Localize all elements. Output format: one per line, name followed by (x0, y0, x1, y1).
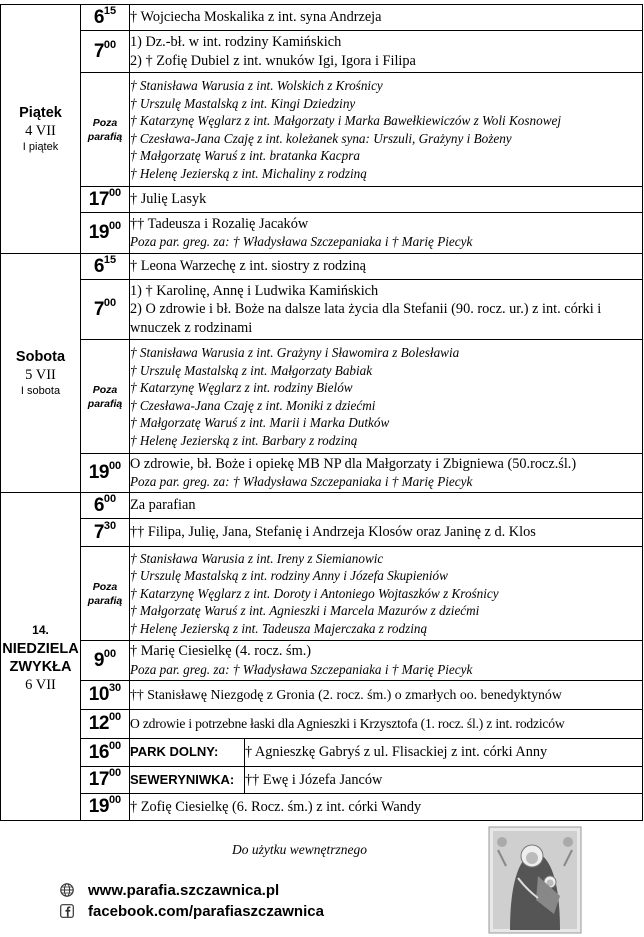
globe-icon (60, 883, 74, 897)
mass-row (1, 213, 643, 254)
mass-row (1, 31, 643, 73)
website-link[interactable] (60, 882, 279, 899)
mass-intention-list: † Stanisława Warusia z int. Grażyny i Sławomira z Bolesławia † Urszulę Mastalską z int. Małgorzaty Babiak † Katarzynę Węglarz z int. rodziny Bielów † Czesława-Jana Czaję z int. Moniki z dziećmi † Małgorzatę Waruś z int. Marii i Marka Dutków † Helenę Jezierską z int. Barbary z rodziną (130, 340, 643, 454)
mass-time: $7^{00}$ (81, 31, 130, 73)
day-name: NIEDZIELA (2, 640, 79, 657)
mass-row (1, 5, 643, 31)
day-note: I piątek (22, 141, 59, 153)
mass-intention: O zdrowie, bł. Boże i opiekę MB NP dla Małgorzaty i Zbigniewa (50.rocz.śl.) Poza par. greg. za: † Władysława Szczepaniaka i † Marię Piecyk (130, 454, 643, 493)
mass-row (1, 454, 643, 493)
mass-time: $6^{15}$ (81, 5, 130, 31)
mass-time: $19^{00}$ (81, 794, 130, 821)
sunday-number: 14. (32, 622, 49, 637)
mass-row (1, 767, 643, 794)
mass-time: $19^{00}$ (81, 454, 130, 493)
day-cell-sunday (1, 493, 81, 821)
mass-place: SEWERYNIWKA: (130, 767, 245, 794)
day-note: I sobota (20, 385, 61, 397)
mass-place: PARK DOLNY: (130, 739, 245, 767)
day-name: Sobota (15, 349, 66, 365)
mass-time: $17^{00}$ (81, 187, 130, 213)
mass-intention: † Zofię Ciesielkę (6. Rocz. śm.) z int. córki Wandy (130, 794, 643, 821)
mass-schedule-table (0, 4, 643, 821)
mass-intention: † Agnieszkę Gabryś z ul. Flisackiej z int. córki Anny (245, 739, 643, 767)
mass-time: $9^{00}$ (81, 641, 130, 681)
mass-intention: †† Ewę i Józefa Janców (245, 767, 643, 794)
mass-time: $19^{00}$ (81, 213, 130, 254)
mass-row (1, 710, 643, 739)
madonna-icon-image (488, 826, 582, 934)
facebook-text: facebook.com/parafiaszczawnica (88, 903, 324, 920)
poza-parafia-label: Poza parafią (81, 547, 130, 641)
mass-intention: O zdrowie i potrzebne łaski dla Agnieszki i Krzysztofa (1. rocz. śl.) z int. rodziców (130, 710, 643, 739)
mass-time: $12^{00}$ (81, 710, 130, 739)
mass-row (1, 681, 643, 710)
day-date: 6 VII (25, 676, 56, 693)
mass-intention: † Wojciecha Moskalika z int. syna Andrzeja (130, 5, 643, 31)
mass-intention: † Marię Ciesielkę (4. rocz. śm.) Poza par. greg. za: † Władysława Szczepaniaka i † Marię Piecyk (130, 641, 643, 681)
mass-intention: † Leona Warzechę z int. siostry z rodziną (130, 254, 643, 280)
facebook-link[interactable] (60, 903, 324, 920)
mass-row (1, 739, 643, 767)
mass-time: $17^{00}$ (81, 767, 130, 794)
day-date: 5 VII (25, 367, 56, 383)
mass-intention: Za parafian (130, 493, 643, 519)
poza-parafia-label: Poza parafią (81, 73, 130, 187)
mass-intention-list: † Stanisława Warusia z int. Ireny z Siemianowic † Urszulę Mastalską z int. rodziny Anny i Józefa Skupieniów † Katarzynę Węglarz z int. Doroty i Antoniego Wojtaszków z Krośnicy † Małgorzatę Waruś z int. Agnieszki i Marcela Mazurów z dziećmi † Helenę Jezierską z int. Tadeusza Majerczaka z rodziną (130, 547, 643, 641)
mass-row (1, 280, 643, 340)
mass-intention: †† Tadeusza i Rozalię Jacaków Poza par. greg. za: † Władysława Szczepaniaka i † Marię Piecyk (130, 213, 643, 254)
day-cell-friday (1, 5, 81, 254)
mass-row-poza (1, 340, 643, 454)
mass-time: $6^{00}$ (81, 493, 130, 519)
mass-row-poza (1, 73, 643, 187)
mass-time: $7^{30}$ (81, 519, 130, 547)
poza-parafia-label: Poza parafią (81, 340, 130, 454)
facebook-icon (60, 904, 74, 918)
mass-time: $7^{00}$ (81, 280, 130, 340)
footer-note: Do użytku wewnętrznego (232, 842, 367, 857)
mass-time: $10^{30}$ (81, 681, 130, 710)
mass-intention-list: † Stanisława Warusia z int. Wolskich z Krośnicy † Urszulę Mastalską z int. Kingi Dziedziny † Katarzynę Węglarz z int. Małgorzaty i Marka Bawełkiewiczów z Woli Kosnowej † Czesława-Jana Czaję z int. koleżanek syna: Urszuli, Grażyny i Bożeny † Małgorzatę Waruś z int. bratanka Kacpra † Helenę Jezierską z int. Michaliny z rodziną (130, 73, 643, 187)
mass-intention: †† Filipa, Julię, Jana, Stefanię i Andrzeja Klosów oraz Janinę z d. Klos (130, 519, 643, 547)
mass-intention: †† Stanisławę Niezgodę z Gronia (2. rocz. śm.) o zmarłych oo. benedyktynów (130, 681, 643, 710)
mass-row (1, 519, 643, 547)
mass-row (1, 493, 643, 519)
mass-intention: † Julię Lasyk (130, 187, 643, 213)
day-cell-saturday (1, 254, 81, 493)
day-name: ZWYKŁA (9, 658, 72, 675)
mass-time: $6^{15}$ (81, 254, 130, 280)
mass-time: $16^{00}$ (81, 739, 130, 767)
mass-intention: 1) † Karolinę, Annę i Ludwika Kamińskich 2) O zdrowie i bł. Boże na dalsze lata życia dla Stefanii (90. rocz. ur.) z int. córki i wnuczek z rodzinami (130, 280, 643, 340)
mass-row (1, 794, 643, 821)
day-date: 4 VII (25, 123, 56, 139)
day-name: Piątek (19, 105, 62, 121)
mass-row (1, 641, 643, 681)
mass-row (1, 254, 643, 280)
website-text: www.parafia.szczawnica.pl (88, 882, 280, 899)
mass-row (1, 187, 643, 213)
mass-intention: 1) Dz.-bł. w int. rodziny Kamińskich 2) † Zofię Dubiel z int. wnuków Igi, Igora i Filipa (130, 31, 643, 73)
mass-row-poza (1, 547, 643, 641)
